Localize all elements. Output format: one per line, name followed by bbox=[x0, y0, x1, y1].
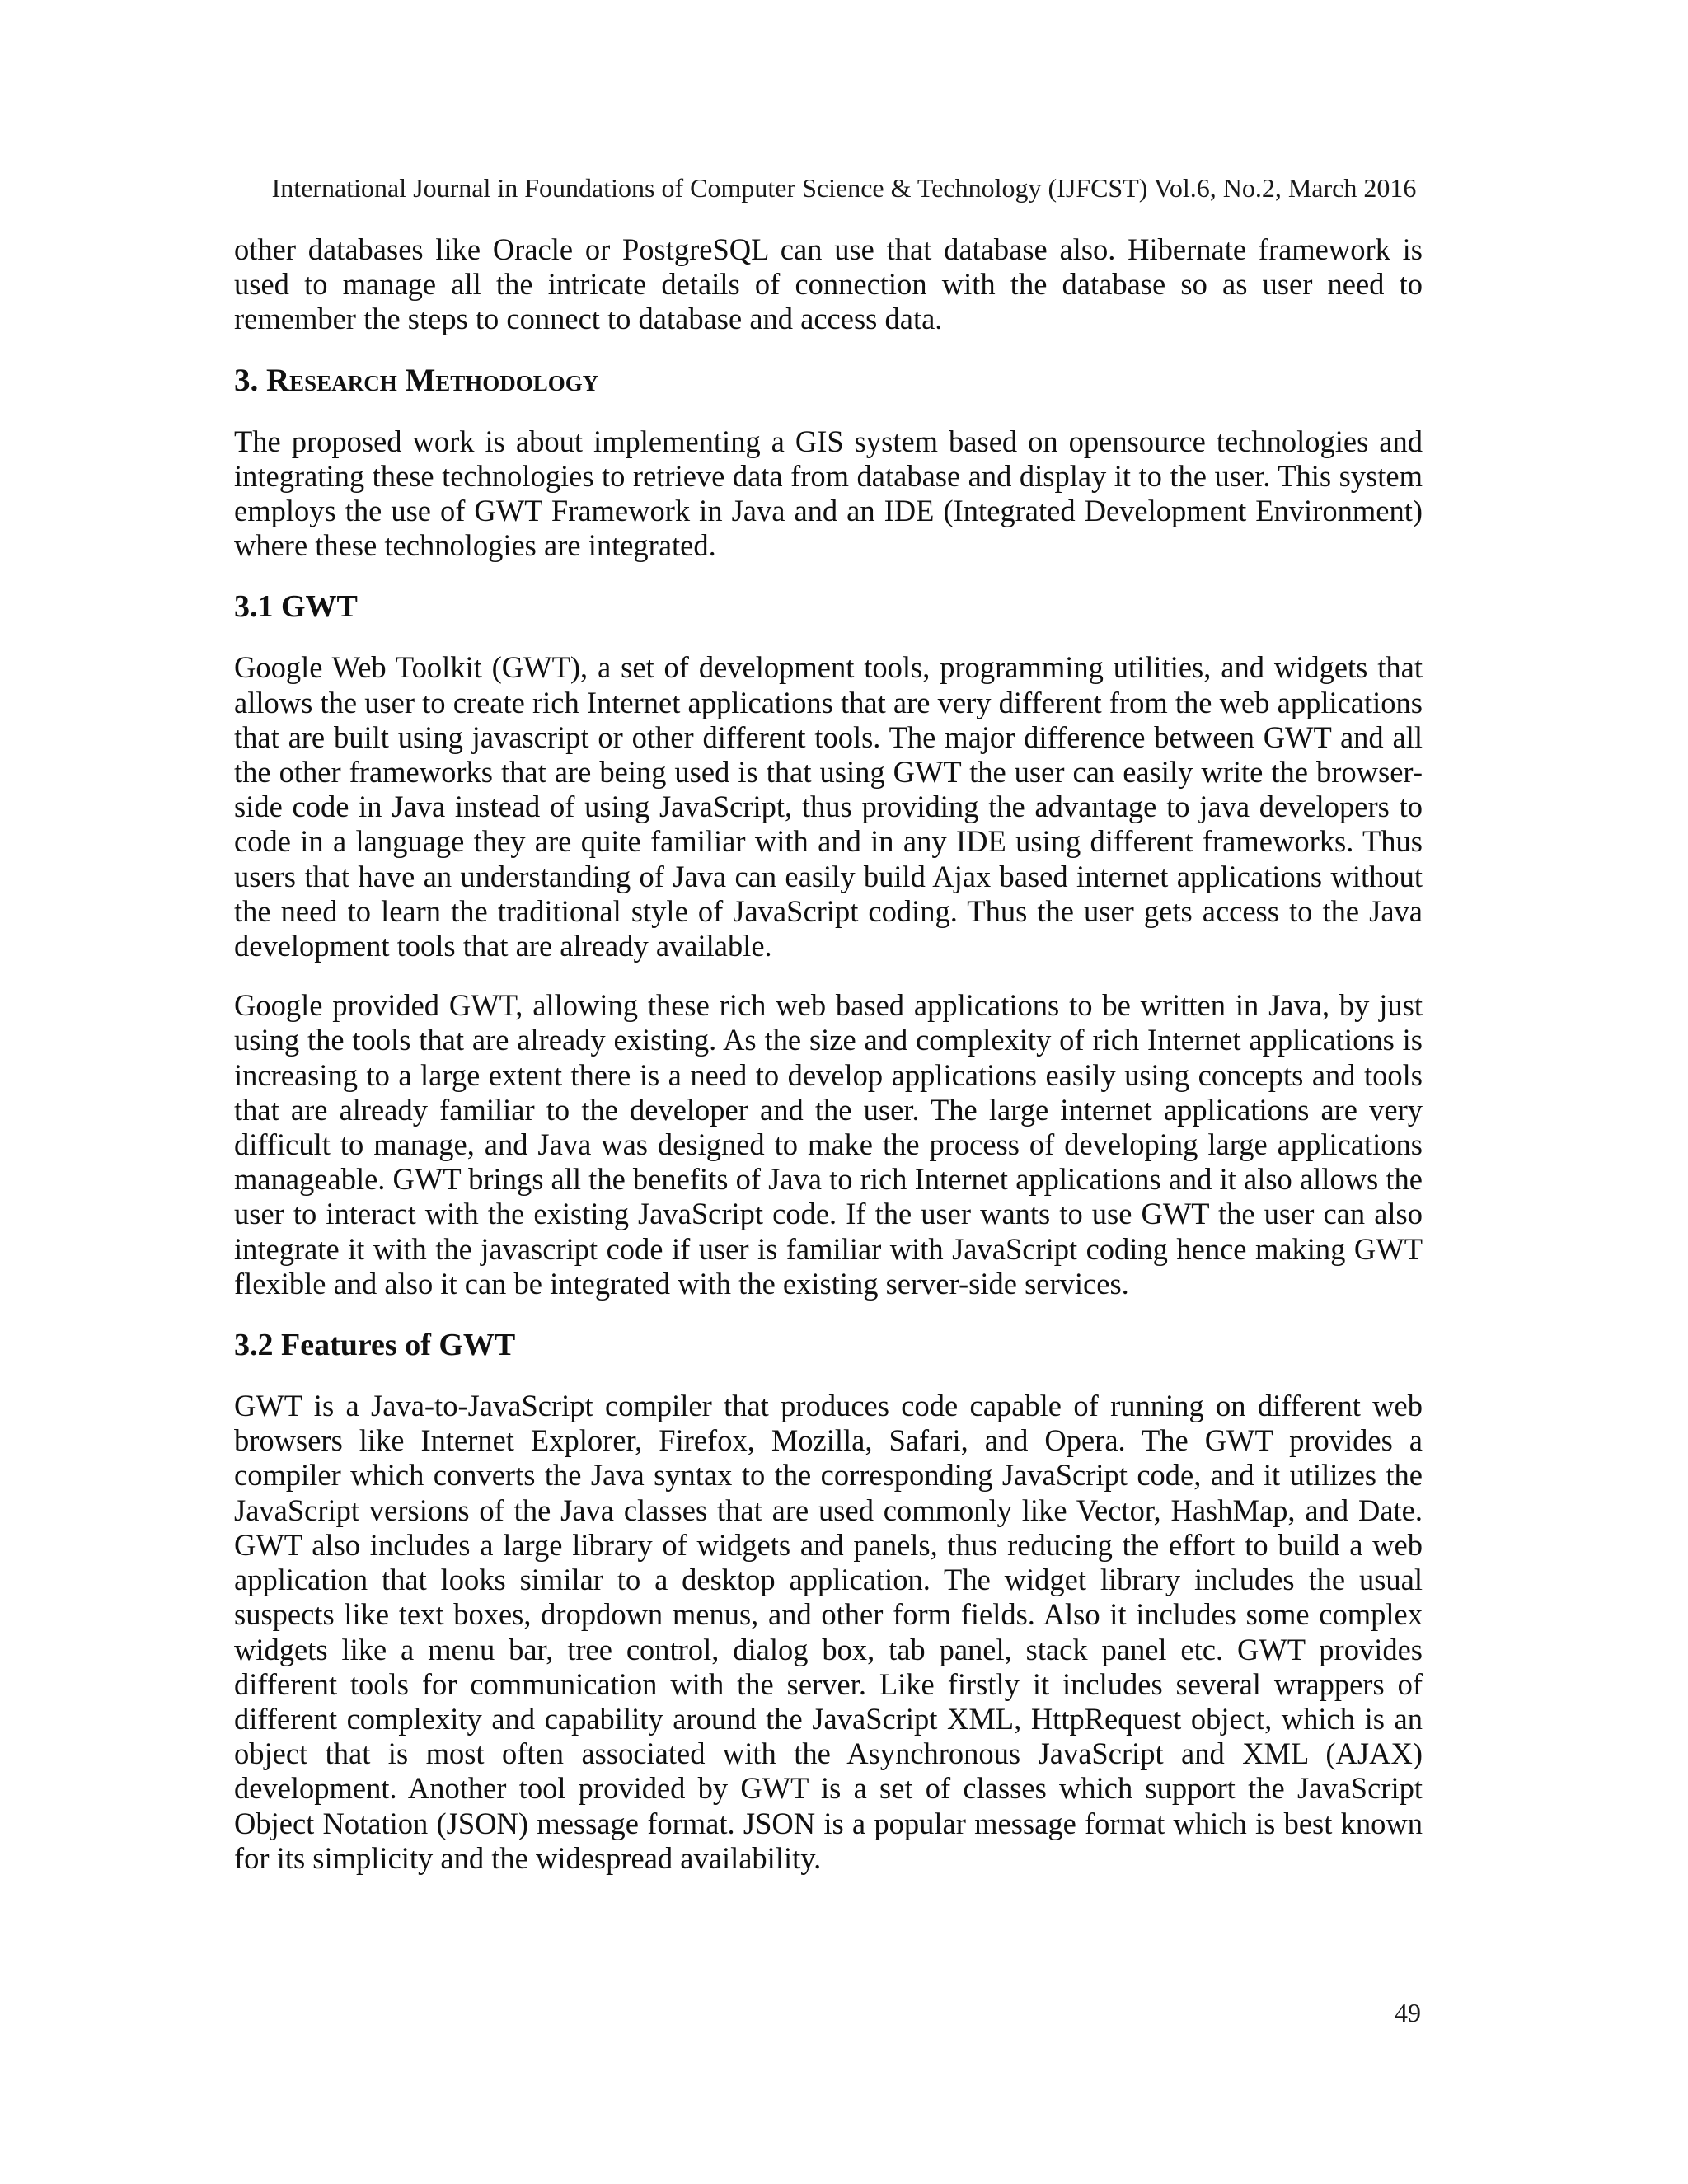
section-3-2-heading: 3.2 Features of GWT bbox=[234, 1328, 516, 1363]
page-number: 49 bbox=[1395, 1998, 1421, 2027]
section-3-heading: 3. Research Methodology bbox=[234, 362, 599, 398]
intro-paragraph: other databases like Oracle or PostgreSQL can use that database also. Hibernate framework is used to manage all the intricate details of connection with the database so as user need to remember the steps to connect to database and access data. bbox=[234, 232, 1423, 336]
section-3-1-paragraph-2: Google provided GWT, allowing these rich web based applications to be written in Java, by just using the tools that are already existing. As the size and complexity of rich Internet applications is increasing to a large extent there is a need to develop applications easily using concepts and tools that are already familiar to the developer and the user. The large internet applications are very difficult to manage, and Java was designed to make the process of developing large applications manageable. GWT brings all the benefits of Java to rich Internet applications and it also allows the user to interact with the existing JavaScript code. If the user wants to use GWT the user can also integrate it with the javascript code if user is familiar with JavaScript coding hence making GWT flexible and also it can be integrated with the existing server-side services. bbox=[234, 988, 1423, 1301]
page-body bbox=[234, 232, 1423, 1900]
section-3-2-paragraph: GWT is a Java-to-JavaScript compiler that produces code capable of running on different web browsers like Internet Explorer, Firefox, Mozilla, Safari, and Opera. The GWT provides a compiler which converts the Java syntax to the corresponding JavaScript code, and it utilizes the JavaScript versions of the Java classes that are used commonly like Vector, HashMap, and Date. GWT also includes a large library of widgets and panels, thus reducing the effort to build a web application that looks similar to a desktop application. The widget library includes the usual suspects like text boxes, dropdown menus, and other form fields. Also it includes some complex widgets like a menu bar, tree control, dialog box, tab panel, stack panel etc. GWT provides different tools for communication with the server. Like firstly it includes several wrappers of different complexity and capability around the JavaScript XML, HttpRequest object, which is an object that is most often associated with the Asynchronous JavaScript and XML (AJAX) development. Another tool provided by GWT is a set of classes which support the JavaScript Object Notation (JSON) message format. JSON is a popular message format which is best known for its simplicity and the widespread availability. bbox=[234, 1389, 1423, 1875]
section-3-1-heading: 3.1 GWT bbox=[234, 589, 358, 625]
running-header: International Journal in Foundations of Computer Science & Technology (IJFCST) Vol.6, No.2, March 2016 bbox=[271, 173, 1417, 203]
section-3-paragraph: The proposed work is about implementing a GIS system based on opensource technologies and integrating these technologies to retrieve data from database and display it to the user. This system employs the use of GWT Framework in Java and an IDE (Integrated Development Environment) where these technologies are integrated. bbox=[234, 424, 1423, 563]
section-3-1-paragraph-1: Google Web Toolkit (GWT), a set of development tools, programming utilities, and widgets that allows the user to create rich Internet applications that are very different from the web applications that are built using javascript or other different tools. The major difference between GWT and all the other frameworks that are being used is that using GWT the user can easily write the browser-side code in Java instead of using JavaScript, thus providing the advantage to java developers to code in a language they are quite familiar with and in any IDE using different frameworks. Thus users that have an understanding of Java can easily build Ajax based internet applications without the need to learn the traditional style of JavaScript coding. Thus the user gets access to the Java development tools that are already available. bbox=[234, 650, 1423, 963]
